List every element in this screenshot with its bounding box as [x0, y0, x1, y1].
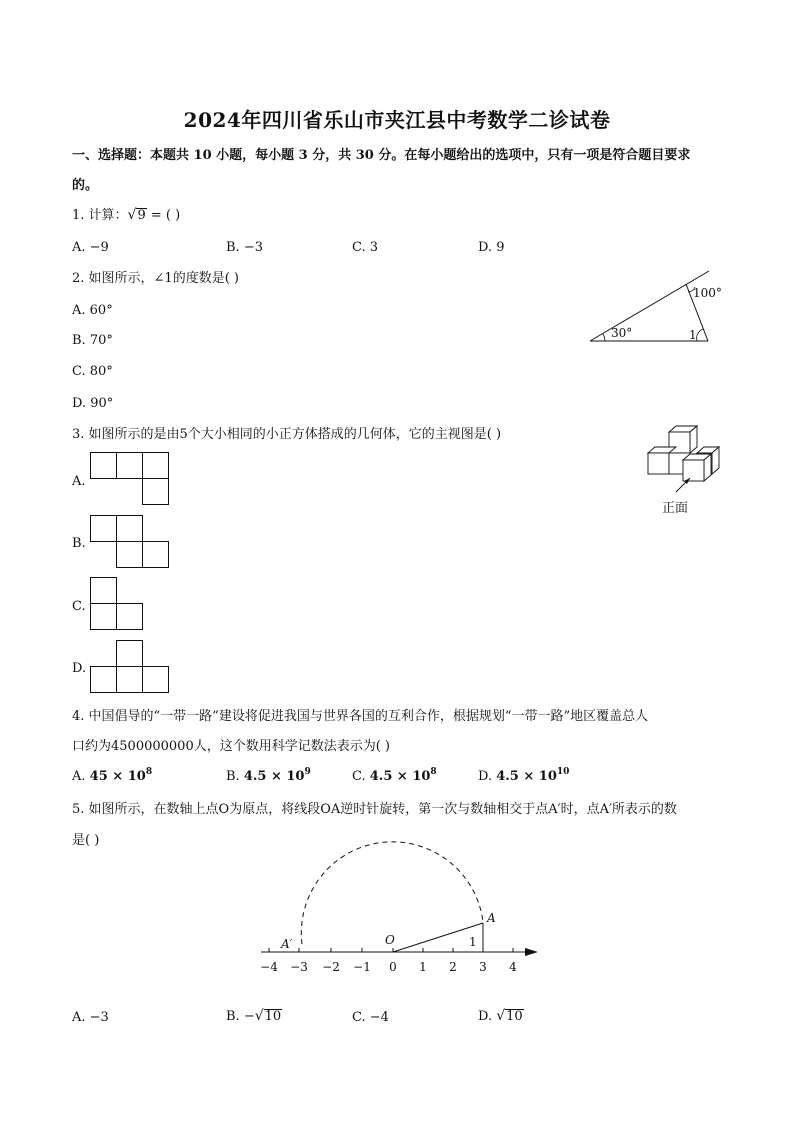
- tick-label: −3: [290, 960, 308, 974]
- tick-label: −1: [353, 960, 371, 974]
- question-1-stem: [72, 205, 180, 226]
- q5-option-c[interactable]: C. −4: [352, 1010, 389, 1025]
- q3-option-d-label[interactable]: D.: [72, 661, 87, 676]
- q2-option-c[interactable]: C. 80°: [72, 364, 113, 379]
- number-line-figure: [255, 850, 545, 980]
- q4-option-b[interactable]: B. $4.5 \times 10^9$: [226, 767, 311, 784]
- q3-option-b-label[interactable]: B.: [72, 536, 86, 551]
- q2-option-b[interactable]: B. 70°: [72, 333, 113, 348]
- q3-option-a-view[interactable]: [90, 452, 170, 507]
- point-label-O: O: [385, 933, 395, 947]
- q5-option-b[interactable]: B. −√10: [226, 1008, 282, 1024]
- segment-label-1: 1: [469, 935, 477, 949]
- q3-option-b-view[interactable]: [90, 515, 170, 570]
- q3-option-a-label[interactable]: A.: [72, 474, 86, 489]
- cubes-figure: [640, 424, 726, 519]
- q1-option-c[interactable]: C. 3: [352, 240, 379, 255]
- q2-option-d[interactable]: D. 90°: [72, 396, 114, 411]
- sqrt-radicand: 9: [137, 208, 146, 223]
- angle-label-100: 100°: [693, 286, 722, 300]
- q4-option-c[interactable]: C. $4.5 \times 10^8$: [352, 767, 437, 784]
- question-3-stem: 3. 如图所示的是由5个大小相同的小正方体搭成的几何体，它的主视图是( ): [72, 427, 502, 442]
- q1-option-d[interactable]: D. 9: [478, 240, 505, 255]
- q5-option-a[interactable]: A. −3: [72, 1010, 109, 1025]
- question-1-prefix: 1. 计算：: [72, 208, 128, 223]
- rotation-arc: [301, 842, 483, 944]
- sqrt-radicand: 10: [264, 1009, 282, 1024]
- section-heading-line2: 的。: [72, 178, 99, 193]
- q2-option-a[interactable]: A. 60°: [72, 303, 113, 318]
- q3-option-d-view[interactable]: [90, 640, 170, 695]
- q4-option-d[interactable]: D. $4.5 \times 10^{10}$: [478, 767, 570, 784]
- question-4-line1: 4. 中国倡导的“一带一路”建设将促进我国与世界各国的互利合作，根据规划“一带一路”地区覆盖总人: [72, 709, 649, 724]
- sqrt-radicand: 10: [506, 1009, 523, 1024]
- point-label-A: A: [487, 911, 496, 925]
- question-5-line2: 是( ): [72, 833, 100, 848]
- section-heading-line1: 一、选择题：本题共 10 小题，每小题 3 分，共 30 分。在每小题给出的选项中，只有一项是符合题目要求: [72, 148, 691, 163]
- page-title: 2024年四川省乐山市夹江县中考数学二诊试卷: [183, 108, 611, 132]
- q1-option-b[interactable]: B. −3: [226, 240, 263, 255]
- tick-label: 4: [509, 960, 517, 974]
- tick-label: 0: [389, 960, 397, 974]
- tick-label: 2: [449, 960, 457, 974]
- axis-arrow-icon: [525, 948, 538, 956]
- angle-arc-30: [603, 334, 605, 341]
- question-2-stem: 2. 如图所示，∠1的度数是( ): [72, 271, 239, 286]
- question-1-suffix: = ( ): [146, 208, 181, 223]
- point-label-A-prime: A′: [281, 937, 293, 951]
- q5-option-d[interactable]: D. √10: [478, 1008, 523, 1024]
- tick-label: −2: [322, 960, 340, 974]
- tick-label: 1: [419, 960, 427, 974]
- triangle-figure: [585, 265, 722, 350]
- tick-label: 3: [479, 960, 487, 974]
- tick-label: −4: [260, 960, 278, 974]
- sqrt-expression: √10: [496, 1008, 523, 1024]
- sqrt-expression: √9: [127, 207, 146, 223]
- q3-option-c-label[interactable]: C.: [72, 599, 86, 614]
- front-label: 正面: [662, 501, 689, 516]
- question-5-line1: 5. 如图所示，在数轴上点O为原点，将线段OA逆时针旋转，第一次与数轴相交于点A′时，点A′所表示的数: [72, 802, 677, 817]
- q3-option-c-view[interactable]: [90, 577, 170, 632]
- angle-label-30: 30°: [611, 326, 633, 340]
- q1-option-a[interactable]: A. −9: [72, 240, 109, 255]
- angle-arc-1: [697, 329, 703, 341]
- question-4-line2: 口约为4500000000人，这个数用科学记数法表示为( ): [72, 739, 390, 754]
- angle-label-1: 1: [689, 328, 697, 342]
- q4-option-a[interactable]: A. $45 \times 10^8$: [72, 767, 153, 784]
- sqrt-expression: √10: [254, 1008, 282, 1024]
